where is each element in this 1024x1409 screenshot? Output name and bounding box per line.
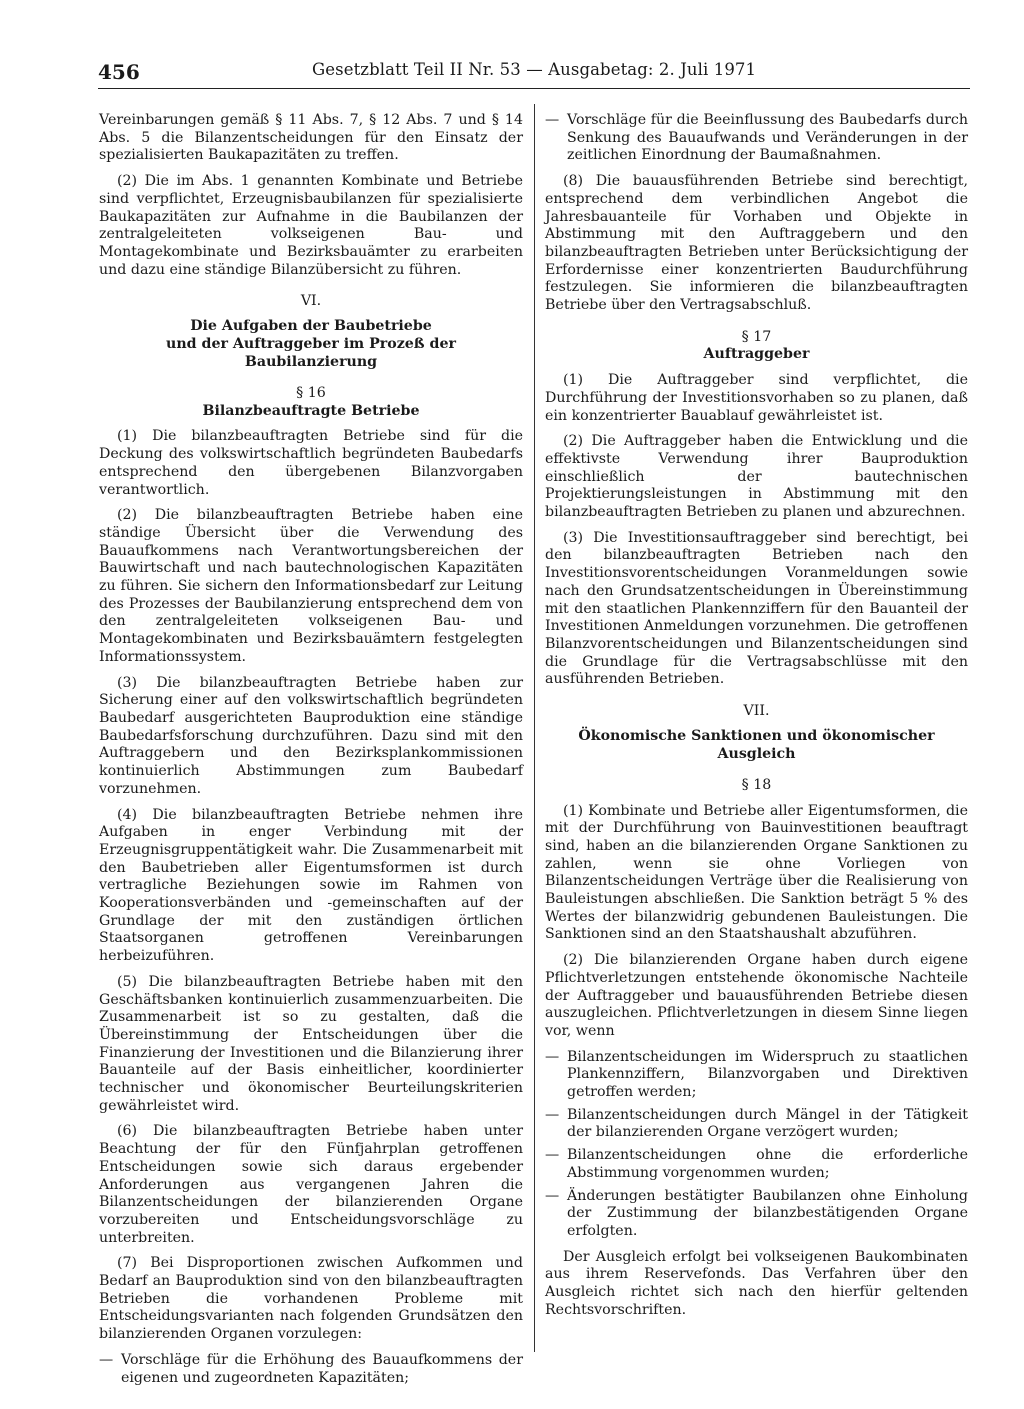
paragraph-16-number: § 16 — [296, 385, 326, 402]
right-column — [545, 112, 968, 1327]
list-item: — Vorschläge für die Beeinflussung des Baubedarfs durch Senkung des Bauaufwands und Veränderungen in der zeitlichen Einordnung der Baumaßnahmen. — [545, 112, 968, 165]
dash-list-18-2 — [545, 1049, 968, 1241]
paragraph-16-title: Bilanzbeauftragte Betriebe — [202, 402, 420, 419]
paragraph-17-2: (2) Die Auftraggeber haben die Entwicklung und die effektivste Verwendung ihrer Bauproduktion einschließlich der bautechnischen Projektierungsleistungen in Abstimmung mit den bilanzbeauftragten Betrieben zu planen und abzurechnen. — [545, 433, 968, 521]
paragraph-17-3: (3) Die Investitionsauftraggeber sind berechtigt, bei den bilanzbeauftragten Betrieben nach den Investitionsvorentscheidungen Voranmeldungen sowie nach den Grundsatzentscheidungen in Übereinstimmung mit den staatlichen Plankennziffern für den Bauanteil der Investitionen Anmeldungen vorzunehmen. Die getroffenen Bilanzvorentscheidungen und Bilanzentscheidungen sind die Grundlage für die Vertragsabschlüsse mit den ausführenden Betrieben. — [545, 529, 968, 688]
section-number-vi: VI. — [300, 293, 322, 310]
paragraph-17-1: (1) Die Auftraggeber sind verpflichtet, die Durchführung der Investitionsvorhaben so zu planen, daß ein konzentrierter Bauablauf gewährleistet ist. — [545, 372, 968, 424]
page-number: 456 — [98, 60, 140, 84]
paragraph-16-3: (3) Die bilanzbeauftragten Betriebe haben zur Sicherung einer auf den volkswirtschaftlich begründeten Baubedarf ausgerichteten Bauproduktion eine ständige Baubedarfsforschung durchzuführen. Dazu sind mit den Auftraggebern und den Bezirksplankommissionen kontinuierlich Abstimmungen zum Baubedarf vorzunehmen. — [99, 674, 523, 797]
paragraph-16-7: (7) Bei Disproportionen zwischen Aufkommen und Bedarf an Bauproduktion sind von den bilanzbeauftragten Betrieben die vorhandenen Probleme mit Entscheidungsvarianten nach folgenden Grundsätzen den bilanzierenden Organen vorzulegen: — [99, 1255, 523, 1343]
left-column — [99, 112, 523, 1395]
running-head: Gesetzblatt Teil II Nr. 53 — Ausgabetag: 2. Juli 1971 — [312, 60, 757, 79]
paragraph-16-1: (1) Die bilanzbeauftragten Betriebe sind für die Deckung des volkswirtschaftlich begründeten Baubedarfs entsprechend den übergebenen Bilanzvorgaben verantwortlich. — [99, 428, 523, 498]
paragraph-15-2: (2) Die im Abs. 1 genannten Kombinate und Betriebe sind verpflichtet, Erzeugnisbaubilanzen für spezialisierte Baukapazitäten zur Aufnahme in die Baubilanzen der zentralgeleiteten volkseigenen Bau- und Montagekombinate und Bezirksbauämter zu erarbeiten und dazu eine ständige Bilanzübersicht zu führen. — [99, 173, 523, 278]
paragraph-18-1: (1) Kombinate und Betriebe aller Eigentumsformen, die mit der Durchführung von Bauinvestitionen beauftragt sind, haben an die bilanzierenden Organe Sanktionen zu zahlen, wenn sie ohne Vorliegen von Bilanzentscheidungen Verträge über die Realisierung von Bauleistungen abschließen. Die Sanktion beträgt 5 % des Wertes der bilanzwidrig gebundenen Bauleistungen. Die Sanktionen sind an den Staatshaushalt abzuführen. — [545, 802, 968, 943]
column-divider — [534, 104, 535, 1352]
paragraph-17-title: Auftraggeber — [703, 346, 810, 363]
paragraph-18-number: § 18 — [741, 776, 772, 793]
list-item: — Bilanzentscheidungen im Widerspruch zu staatlichen Plankennziffern, Bilanzvorgaben und Direktiven getroffen werden; — [545, 1049, 968, 1102]
section-title-vi-line1: Die Aufgaben der Baubetriebe — [190, 318, 432, 335]
list-item: — Vorschläge für die Erhöhung des Bauaufkommens der eigenen und zugeordneten Kapazitäten; — [99, 1352, 523, 1387]
section-title-vii: Ökonomische Sanktionen und ökonomischer Ausgleich — [578, 727, 935, 762]
paragraph-18-2: (2) Die bilanzierenden Organe haben durch eigene Pflichtverletzungen entstehende ökonomische Nachteile der Auftraggeber und bauausführenden Betriebe diesen auszugleichen. Pflichtverletzungen in diesem Sinne liegen vor, wenn — [545, 952, 968, 1039]
paragraph-continuation: Vereinbarungen gemäß § 11 Abs. 7, § 12 Abs. 7 und § 14 Abs. 5 die Bilanzentscheidungen für den Einsatz der spezialisierten Baukapazitäten zu treffen. — [99, 112, 523, 164]
list-item: — Bilanzentscheidungen durch Mängel in der Tätigkeit der bilanzierenden Organe verzögert wurden; — [545, 1107, 968, 1142]
dash-list-16-7a — [99, 1352, 523, 1387]
paragraph-16-8: (8) Die bauausführenden Betriebe sind berechtigt, entsprechend dem verbindlichen Angebot die Jahresbauanteile für Vorhaben und Objekte in Abstimmung mit den Auftraggebern und den bilanzbeauftragten Betrieben unter Berücksichtigung der Erfordernisse einer konzentrierten Baudurchführung festzulegen. Sie informieren die bilanzbeauftragten Betriebe über den Vertragsabschluß. — [545, 173, 968, 314]
dash-list-16-7b — [545, 112, 968, 165]
list-item: — Bilanzentscheidungen ohne die erforderliche Abstimmung vorgenommen wurden; — [545, 1147, 968, 1182]
paragraph-17-number: § 17 — [741, 328, 772, 345]
section-number-vii: VII. — [743, 703, 770, 720]
paragraph-16-2: (2) Die bilanzbeauftragten Betriebe haben eine ständige Übersicht über die Verwendung des Bauaufkommens nach Verantwortungsbereichen der Bauwirtschaft und nach bautechnologischen Kapazitäten zu führen. Sie sichern den Informationsbedarf zur Leitung des Prozesses der Baubilanzierung entsprechend dem von den zentralgeleiteten volkseigenen Bau- und Montagekombinaten und Bezirksbauämtern festgelegten Informationssystem. — [99, 507, 523, 665]
paragraph-18-final: Der Ausgleich erfolgt bei volkseigenen Baukombinaten aus ihrem Reservefonds. Das Verfahren über den Ausgleich richtet sich nach den hierfür geltenden Rechtsvorschriften. — [545, 1248, 968, 1318]
paragraph-16-6: (6) Die bilanzbeauftragten Betriebe haben unter Beachtung der für den Fünfjahrplan getroffenen Entscheidungen sowie sich daraus ergebender Anforderungen aus vergangenen Jahren die Bilanzentscheidungen der bilanzierenden Organe vorzubereiten und Entscheidungsvorschläge zu unterbreiten. — [99, 1123, 523, 1246]
section-title-vi — [99, 317, 523, 371]
paragraph-16-5: (5) Die bilanzbeauftragten Betriebe haben mit den Geschäftsbanken kontinuierlich zusammenzuarbeiten. Die Zusammenarbeit ist so zu gestalten, daß die Übereinstimmung der Entscheidungen über die Finanzierung der Investitionen und die Bilanzierung ihrer Bauanteile auf der Basis einheitlicher, koordinierter technischer und ökonomischer Beurteilungskriterien gewährleistet wird. — [99, 973, 523, 1114]
section-title-vi-line2: und der Auftraggeber im Prozeß der Baubilanzierung — [166, 336, 456, 371]
list-item: — Änderungen bestätigter Baubilanzen ohne Einholung der Zustimmung der bilanzbestätigenden Organe erfolgten. — [545, 1188, 968, 1241]
header-rule — [98, 88, 970, 89]
paragraph-16-4: (4) Die bilanzbeauftragten Betriebe nehmen ihre Aufgaben in enger Verbindung mit der Erzeugnisgruppentätigkeit wahr. Die Zusammenarbeit mit den Baubetrieben aller Eigentumsformen ist durch vertragliche Beziehungen sowie im Rahmen von Kooperationsverbänden und -gemeinschaften auf der Grundlage der mit den zuständigen örtlichen Staatsorganen getroffenen Vereinbarungen herbeizuführen. — [99, 806, 523, 965]
